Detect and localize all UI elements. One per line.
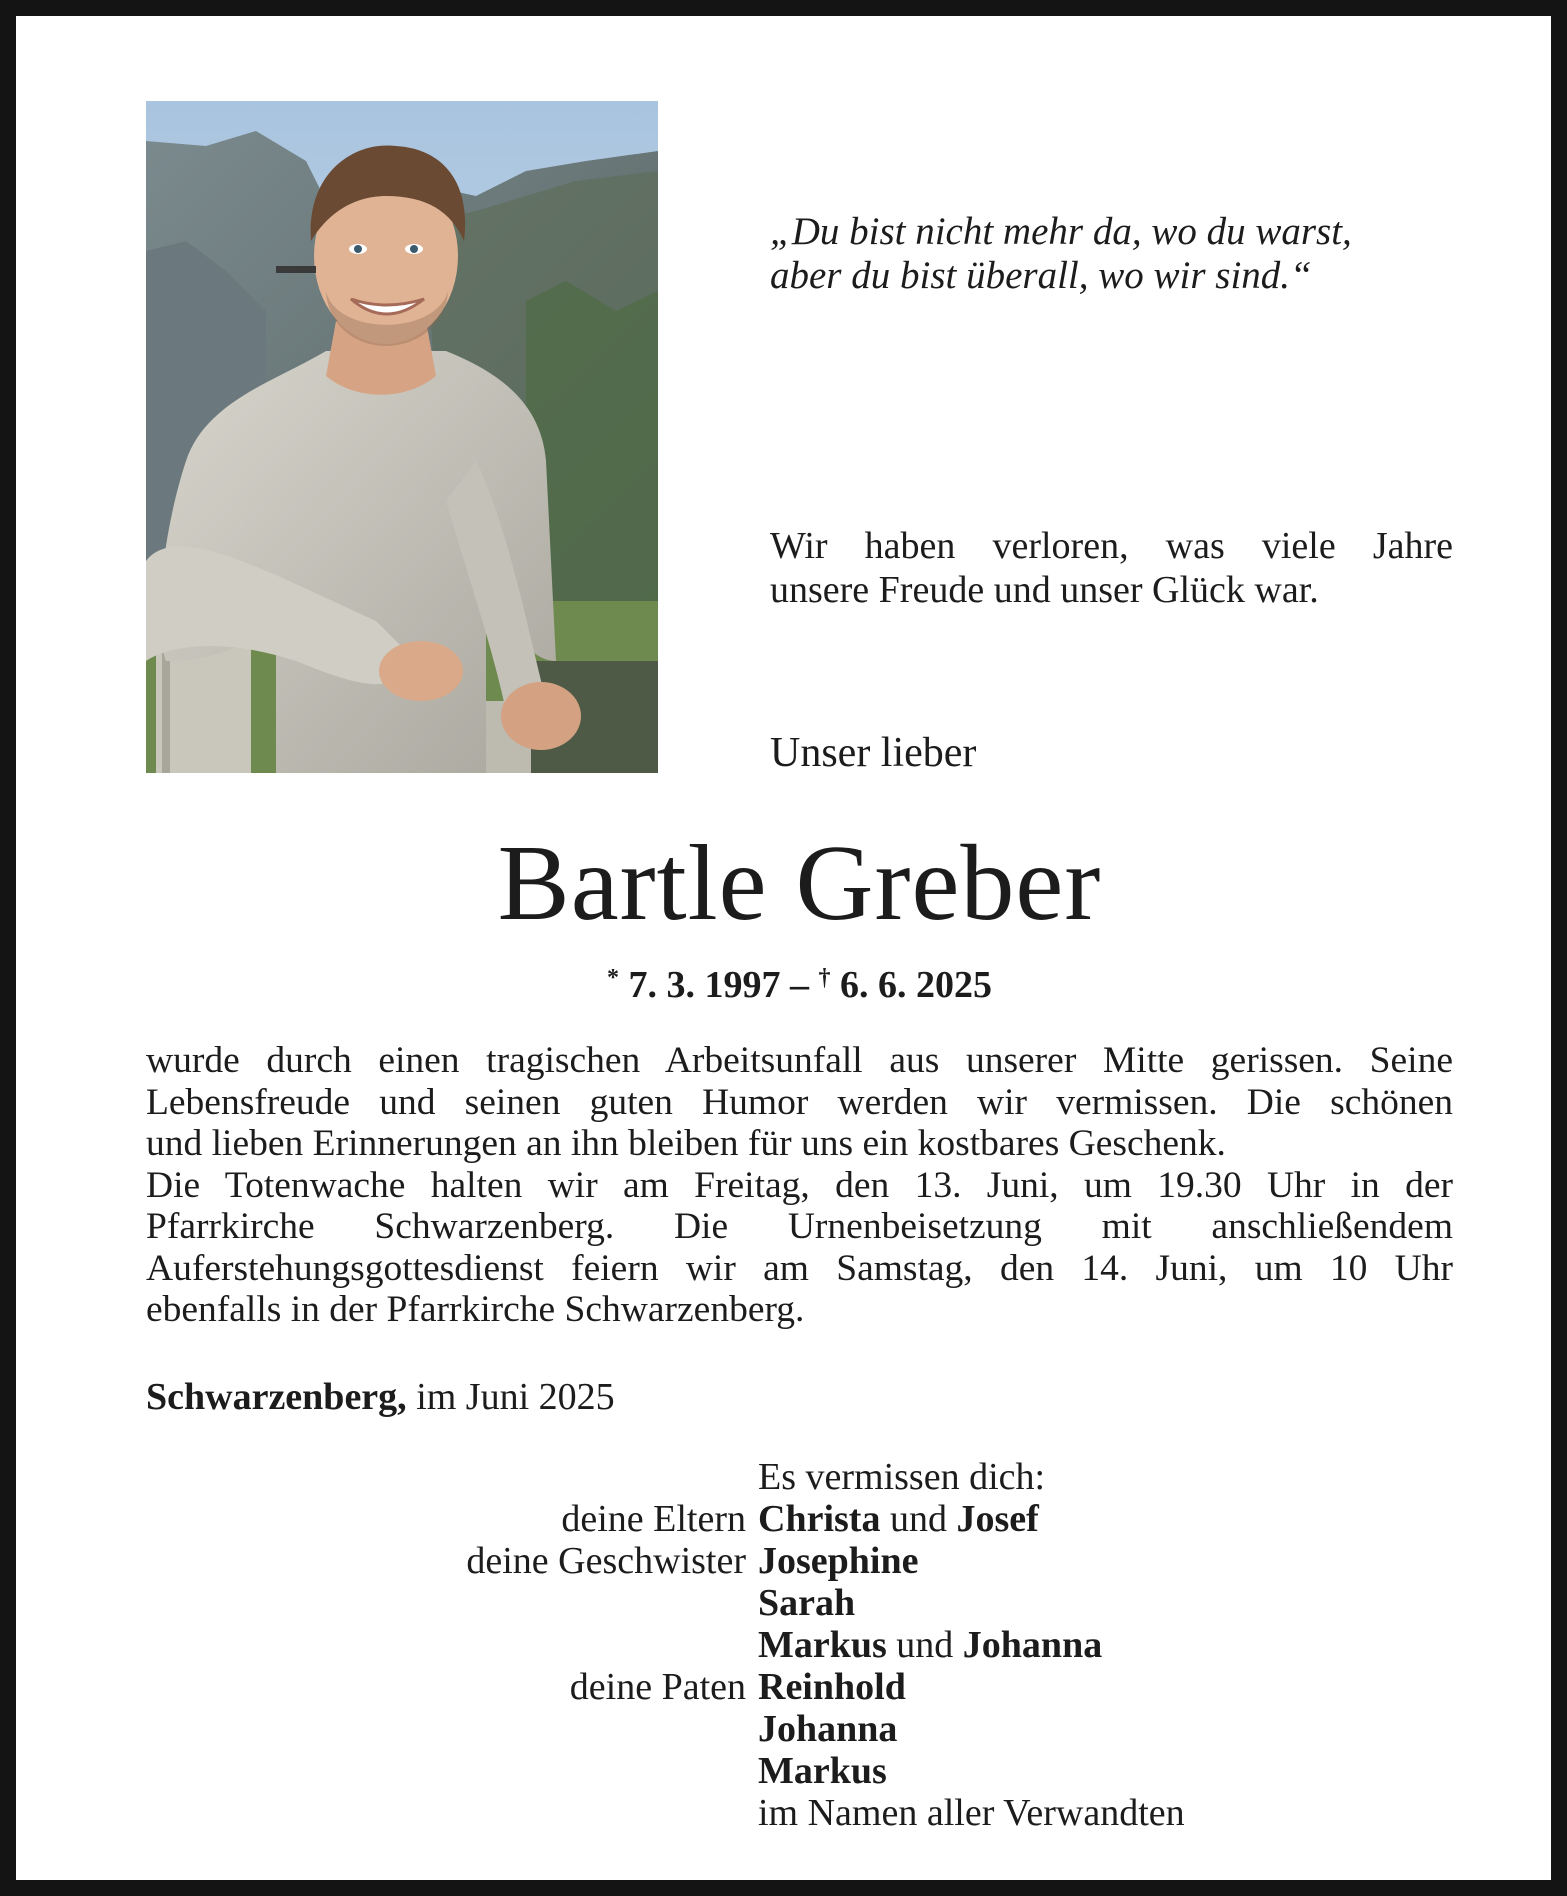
intro-text: Unser lieber [770, 730, 977, 776]
portrait-illustration [146, 101, 658, 773]
quote [770, 210, 1450, 298]
relation-label: deine Eltern [561, 1498, 746, 1540]
closing-line: im Namen aller Verwandten [758, 1792, 1185, 1834]
mourner-row [146, 1624, 1466, 1666]
body-line: und lieben Erinnerungen an ihn bleiben für uns ein kostbares Geschenk. [146, 1123, 1226, 1164]
birth-date: 7. 3. 1997 [628, 964, 781, 1006]
body-line: ebenfalls in der Pfarrkirche Schwarzenberg. [146, 1289, 805, 1330]
place-and-date [146, 1374, 615, 1420]
deceased-name: Bartle Greber [497, 824, 1102, 943]
mourner-name: Christa [758, 1498, 881, 1540]
mourner-name: Reinhold [758, 1666, 906, 1708]
mourner-row-siblings [146, 1540, 1466, 1582]
mourner-name: Josephine [758, 1540, 919, 1582]
mourner-row [146, 1708, 1466, 1750]
mourners-heading-row [146, 1456, 1466, 1498]
mourner-name: Johanna [758, 1708, 898, 1750]
relation-label: deine Geschwister [466, 1540, 746, 1582]
body-line: Die Totenwache halten wir am Freitag, den 13. Juni, um 19.30 Uhr in der [146, 1164, 1453, 1206]
quote-line: „Du bist nicht mehr da, wo du warst, [770, 210, 1352, 253]
relation-label: deine Paten [569, 1666, 746, 1708]
portrait-photo [146, 101, 658, 773]
mourner-name: Markus [758, 1750, 887, 1792]
verse-line: Wir haben verloren, was viele Jahre [770, 525, 1453, 567]
body-line: Auferstehungsgottesdienst feiern wir am Samstag, den 14. Juni, um 10 Uhr [146, 1247, 1453, 1289]
mourner-row [146, 1750, 1466, 1792]
life-dates [16, 954, 1567, 1009]
place-town: Schwarzenberg, [146, 1376, 407, 1418]
mourner-conjunction: und [896, 1624, 954, 1666]
mourners-list [146, 1456, 1466, 1834]
death-date: 6. 6. 2025 [840, 964, 992, 1006]
mourner-name: Markus [758, 1624, 887, 1666]
quote-line: aber du bist überall, wo wir sind.“ [770, 254, 1312, 297]
mourner-row-closing [146, 1792, 1466, 1834]
birth-symbol: * [607, 965, 619, 991]
mourners-heading: Es vermissen dich: [758, 1456, 1046, 1498]
mourner-name: Johanna [962, 1624, 1103, 1666]
place-date: im Juni 2025 [416, 1376, 615, 1418]
verse-line: unsere Freude und unser Glück war. [770, 569, 1319, 611]
obituary-body [146, 1040, 1453, 1331]
death-symbol: † [818, 965, 831, 991]
mourner-row-godparents [146, 1666, 1466, 1708]
mourner-name: Josef [956, 1498, 1039, 1540]
body-line: wurde durch einen tragischen Arbeitsunfall aus unserer Mitte gerissen. Seine [146, 1040, 1453, 1081]
body-line: Pfarrkirche Schwarzenberg. Die Urnenbeisetzung mit anschließendem [146, 1206, 1453, 1247]
mourner-row-parents [146, 1498, 1466, 1540]
date-separator: – [790, 964, 809, 1006]
mourner-name: Sarah [758, 1582, 856, 1624]
mourner-row [146, 1582, 1466, 1624]
mourner-conjunction: und [889, 1498, 947, 1540]
verse [770, 524, 1453, 612]
body-line: Lebensfreude und seinen guten Humor werden wir vermissen. Die schönen [146, 1081, 1453, 1123]
